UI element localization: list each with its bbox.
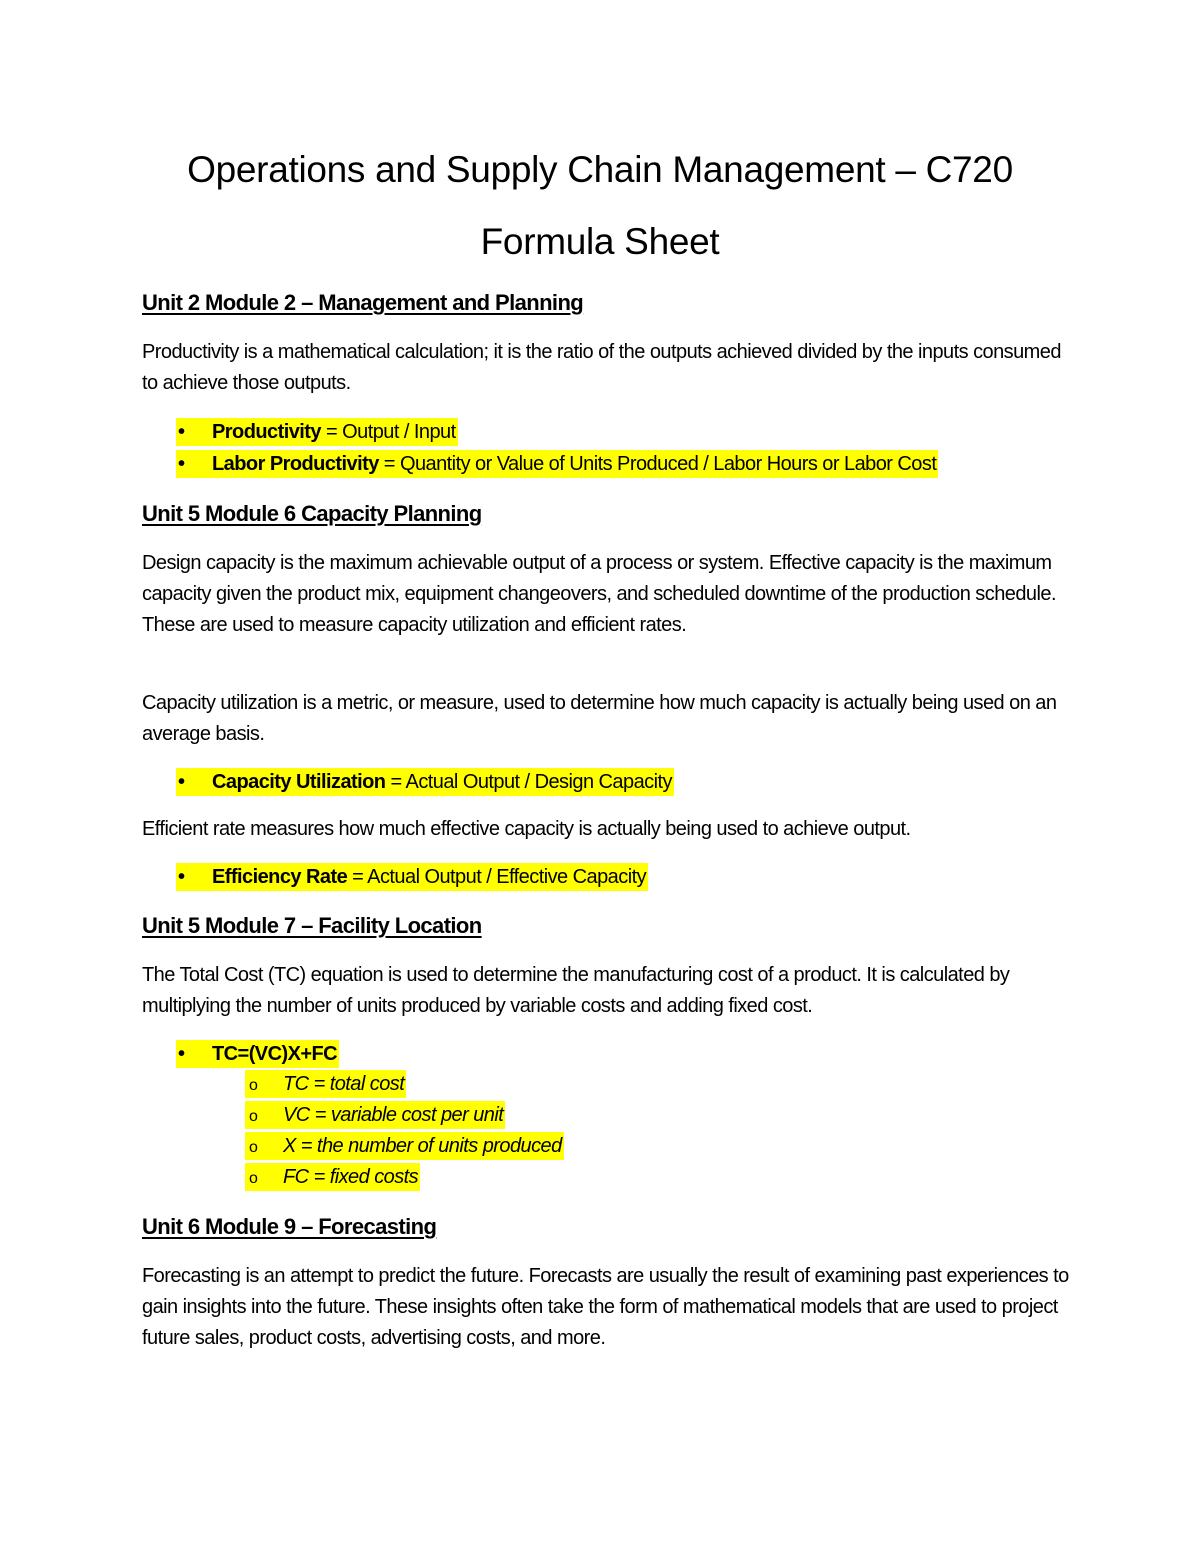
sub-bullet-icon: o bbox=[249, 1139, 258, 1156]
definition-x: o X = the number of units produced bbox=[245, 1132, 564, 1160]
sub-bullet-icon: o bbox=[249, 1170, 258, 1187]
paragraph-capacity-utilization: Capacity utilization is a metric, or measure, used to determine how much capacity is actually being used on an average basis. bbox=[142, 692, 1057, 745]
formula-term: Efficiency Rate bbox=[212, 866, 348, 888]
document-title: Operations and Supply Chain Management – C720 bbox=[187, 149, 1013, 190]
definition-tc: o TC = total cost bbox=[245, 1070, 406, 1098]
bullet-icon: • bbox=[178, 771, 185, 793]
definition-vc: o VC = variable cost per unit bbox=[245, 1101, 505, 1129]
paragraph-productivity-intro: Productivity is a mathematical calculation; it is the ratio of the outputs achieved divided by the inputs consumed to achieve those outputs. bbox=[142, 341, 1061, 394]
bullet-icon: • bbox=[178, 421, 185, 443]
formula-term: Labor Productivity bbox=[212, 453, 379, 475]
formula-expression: = Actual Output / Effective Capacity bbox=[347, 866, 647, 888]
bullet-icon: • bbox=[178, 1043, 185, 1065]
formula-productivity bbox=[176, 418, 458, 446]
bullet-icon: • bbox=[178, 453, 185, 475]
bullet-icon: • bbox=[178, 866, 185, 888]
section-heading-forecasting: Unit 6 Module 9 – Forecasting bbox=[142, 1214, 437, 1239]
section-heading-management-planning: Unit 2 Module 2 – Management and Planning bbox=[142, 290, 584, 315]
formula-expression: = Output / Input bbox=[320, 421, 456, 443]
formula-expression: = Quantity or Value of Units Produced / Labor Hours or Labor Cost bbox=[378, 453, 937, 475]
paragraph-total-cost: The Total Cost (TC) equation is used to determine the manufacturing cost of a product. It is calculated by multiplying the number of units produced by variable costs and adding fixed cost. bbox=[142, 964, 1010, 1017]
formula-efficiency-rate bbox=[176, 863, 648, 891]
sub-bullet-icon: o bbox=[249, 1077, 258, 1094]
sub-bullet-icon: o bbox=[249, 1108, 258, 1125]
formula-term: TC=(VC)X+FC bbox=[212, 1043, 338, 1065]
section-heading-facility-location: Unit 5 Module 7 – Facility Location bbox=[142, 913, 482, 938]
section-heading-capacity-planning: Unit 5 Module 6 Capacity Planning bbox=[142, 501, 482, 526]
paragraph-design-capacity: Design capacity is the maximum achievable output of a process or system. Effective capacity is the maximum capacity given the product mix, equipment changeovers, and scheduled downtime of the production schedule. These are used to measure capacity utilization and efficient rates. bbox=[142, 552, 1056, 636]
formula-term: Capacity Utilization bbox=[212, 771, 386, 793]
document-subtitle: Formula Sheet bbox=[480, 221, 720, 262]
formula-expression: = Actual Output / Design Capacity bbox=[385, 771, 672, 793]
paragraph-efficient-rate: Efficient rate measures how much effective capacity is actually being used to achieve output. bbox=[142, 818, 911, 840]
paragraph-forecasting: Forecasting is an attempt to predict the future. Forecasts are usually the result of examining past experiences to gain insights into the future. These insights often take the form of mathematical models that are used to project future sales, product costs, advertising costs, and more. bbox=[142, 1265, 1069, 1349]
formula-term: Productivity bbox=[212, 421, 321, 443]
formula-total-cost bbox=[176, 1040, 339, 1068]
formula-capacity-utilization bbox=[176, 768, 674, 796]
formula-labor-productivity bbox=[176, 450, 938, 478]
definition-fc: o FC = fixed costs bbox=[245, 1163, 420, 1191]
